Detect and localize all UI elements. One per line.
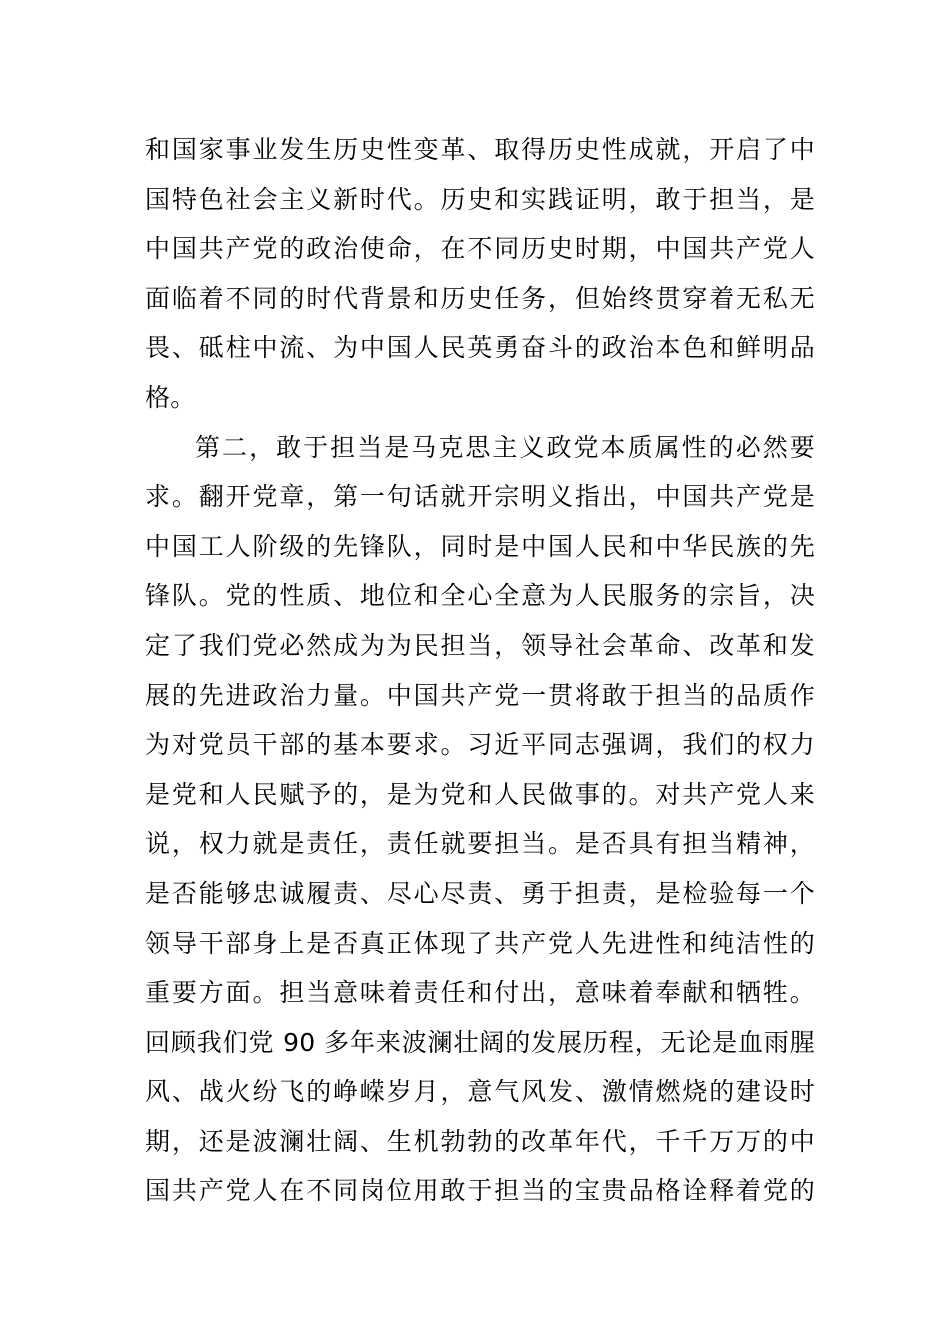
text-line: 国特色社会主义新时代。历史和实践证明，敢于担当，是 <box>145 184 815 214</box>
text-line: 期，还是波澜壮阔、生机勃勃的改革年代，千千万万的中 <box>145 1126 815 1156</box>
text-line: 展的先进政治力量。中国共产党一贯将敢于担当的品质作 <box>145 680 815 710</box>
text-line: 是党和人民赋予的，是为党和人民做事的。对共产党人来 <box>145 779 815 809</box>
text-line: 面临着不同的时代背景和历史任务，但始终贯穿着无私无 <box>145 283 815 313</box>
text-line: 回顾我们党 90 多年来波澜壮阔的发展历程，无论是血雨腥 <box>145 1027 815 1057</box>
text-line: 说，权力就是责任，责任就要担当。是否具有担当精神， <box>145 829 815 859</box>
text-line: 定了我们党必然成为为民担当，领导社会革命、改革和发 <box>145 630 815 660</box>
text-line: 求。翻开党章，第一句话就开宗明义指出，中国共产党是 <box>145 482 815 512</box>
body-text <box>145 125 815 1216</box>
paragraph-first-line: 第二，敢于担当是马克思主义政党本质属性的必然要 <box>195 432 815 462</box>
text-line: 领导干部身上是否真正体现了共产党人先进性和纯洁性的 <box>145 928 815 958</box>
text-line: 国共产党人在不同岗位用敢于担当的宝贵品格诠释着党的 <box>145 1176 815 1206</box>
text-line: 和国家事业发生历史性变革、取得历史性成就，开启了中 <box>145 135 815 164</box>
text-line: 畏、砥柱中流、为中国人民英勇奋斗的政治本色和鲜明品 <box>145 333 815 363</box>
text-line: 中国共产党的政治使命，在不同历史时期，中国共产党人 <box>145 234 815 264</box>
text-line: 风、战火纷飞的峥嵘岁月，意气风发、激情燃烧的建设时 <box>145 1077 815 1107</box>
text-line: 为对党员干部的基本要求。习近平同志强调，我们的权力 <box>145 730 815 760</box>
text-line: 重要方面。担当意味着责任和付出，意味着奉献和牺牲。 <box>145 978 815 1008</box>
text-line: 中国工人阶级的先锋队，同时是中国人民和中华民族的先 <box>145 531 815 561</box>
text-line: 是否能够忠诚履责、尽心尽责、勇于担责，是检验每一个 <box>145 878 815 908</box>
paragraph-end-line: 格。 <box>145 382 196 412</box>
text-line: 锋队。党的性质、地位和全心全意为人民服务的宗旨，决 <box>145 581 815 611</box>
